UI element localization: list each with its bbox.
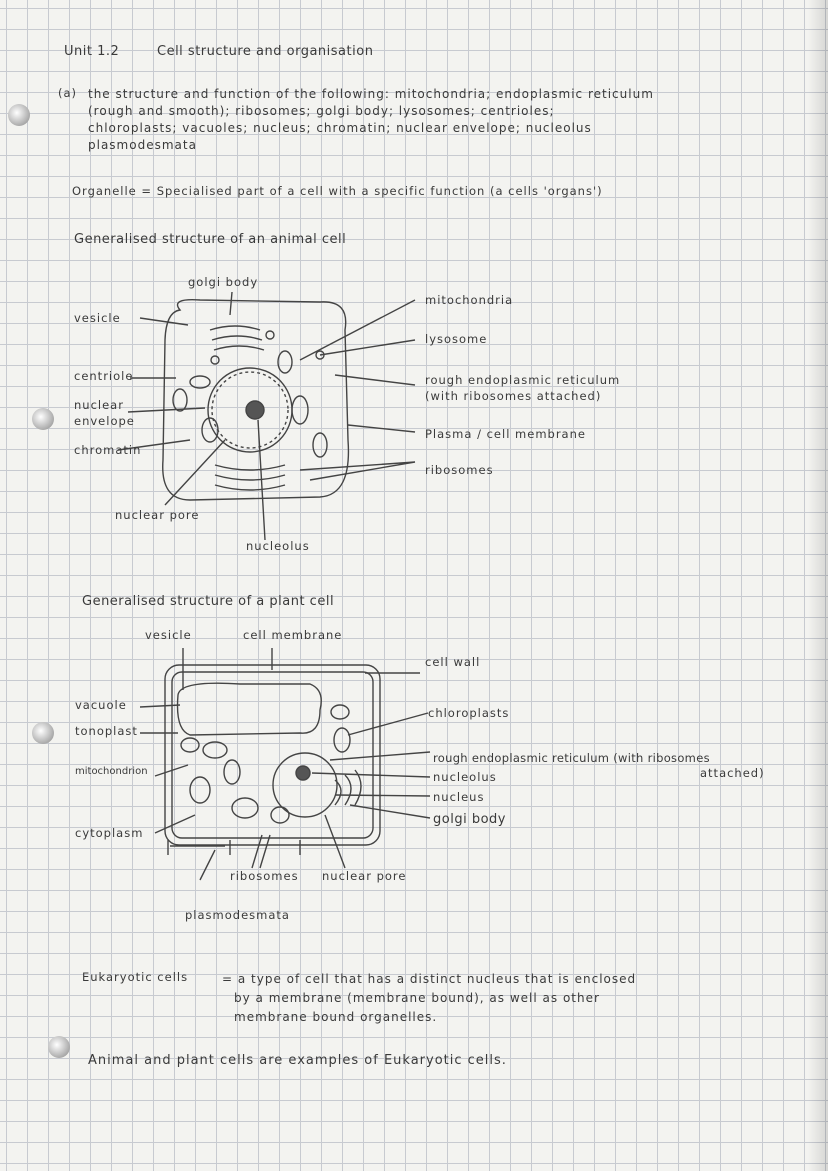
label-lysosome: lysosome bbox=[425, 332, 488, 346]
plant-cell-diagram bbox=[140, 648, 430, 880]
label-vacuole: vacuole bbox=[75, 698, 127, 712]
label-cytoplasm: cytoplasm bbox=[75, 826, 144, 840]
objective-line: the structure and function of the following: mitochondria; endoplasmic reticulum bbox=[88, 87, 654, 101]
label-chloroplasts: chloroplasts bbox=[428, 706, 510, 720]
page-title: Cell structure and organisation bbox=[157, 44, 374, 59]
label-nucleolus: nucleolus bbox=[433, 770, 497, 784]
label-plasmodesmata: plasmodesmata bbox=[185, 908, 290, 922]
label-ribosomes: ribosomes bbox=[425, 463, 494, 477]
objective-marker: (a) bbox=[58, 86, 78, 100]
label-rough-er: rough endoplasmic reticulum bbox=[425, 373, 621, 387]
animal-cell-heading: Generalised structure of an animal cell bbox=[74, 232, 347, 247]
definition-line: by a membrane (membrane bound), as well as other bbox=[234, 991, 600, 1005]
label-mitochondria: mitochondria bbox=[425, 293, 514, 307]
label-chromatin: chromatin bbox=[74, 443, 142, 457]
objective-line: plasmodesmata bbox=[88, 138, 197, 152]
label-tonoplast: tonoplast bbox=[75, 724, 138, 738]
label-mitochondrion: mitochondrion bbox=[75, 766, 148, 777]
label-golgi-body: golgi body bbox=[188, 275, 259, 289]
label-rough-er: (with ribosomes attached) bbox=[425, 389, 602, 403]
definition-line: membrane bound organelles. bbox=[234, 1010, 438, 1024]
label-nucleolus: nucleolus bbox=[246, 539, 310, 553]
label-nuclear-pore: nuclear pore bbox=[322, 869, 407, 883]
organelle-definition: Organelle = Specialised part of a cell with a specific function (a cells 'organs') bbox=[72, 184, 603, 198]
label-vesicle: vesicle bbox=[145, 628, 192, 642]
label-ribosomes: ribosomes bbox=[230, 869, 299, 883]
eukaryotic-summary: Animal and plant cells are examples of Eukaryotic cells. bbox=[88, 1053, 507, 1068]
plant-cell-heading: Generalised structure of a plant cell bbox=[82, 594, 335, 609]
eukaryotic-definition bbox=[222, 970, 636, 1027]
animal-cell-diagram bbox=[118, 292, 415, 540]
label-rough-er: rough endoplasmic reticulum (with ribosomes bbox=[433, 751, 710, 765]
definition-line: = a type of cell that has a distinct nucleus that is enclosed bbox=[222, 972, 637, 986]
label-nuclear-envelope: envelope bbox=[74, 414, 135, 428]
label-nuclear-envelope: nuclear bbox=[74, 398, 124, 412]
objective-line: (rough and smooth); ribosomes; golgi body; lysosomes; centrioles; bbox=[88, 104, 555, 118]
label-nuclear-pore: nuclear pore bbox=[115, 508, 200, 522]
label-nucleus: nucleus bbox=[433, 790, 485, 804]
label-cell-membrane: cell membrane bbox=[243, 628, 343, 642]
label-rough-er: attached) bbox=[700, 766, 765, 780]
unit-number: Unit 1.2 bbox=[64, 44, 120, 59]
label-centriole: centriole bbox=[74, 369, 134, 383]
label-cell-wall: cell wall bbox=[425, 655, 481, 669]
label-vesicle: vesicle bbox=[74, 311, 121, 325]
objective-line: chloroplasts; vacuoles; nucleus; chromatin; nuclear envelope; nucleolus bbox=[88, 121, 592, 135]
label-plasma-membrane: Plasma / cell membrane bbox=[425, 427, 586, 441]
eukaryotic-term: Eukaryotic cells bbox=[82, 970, 189, 984]
label-golgi-body: golgi body bbox=[433, 812, 506, 827]
